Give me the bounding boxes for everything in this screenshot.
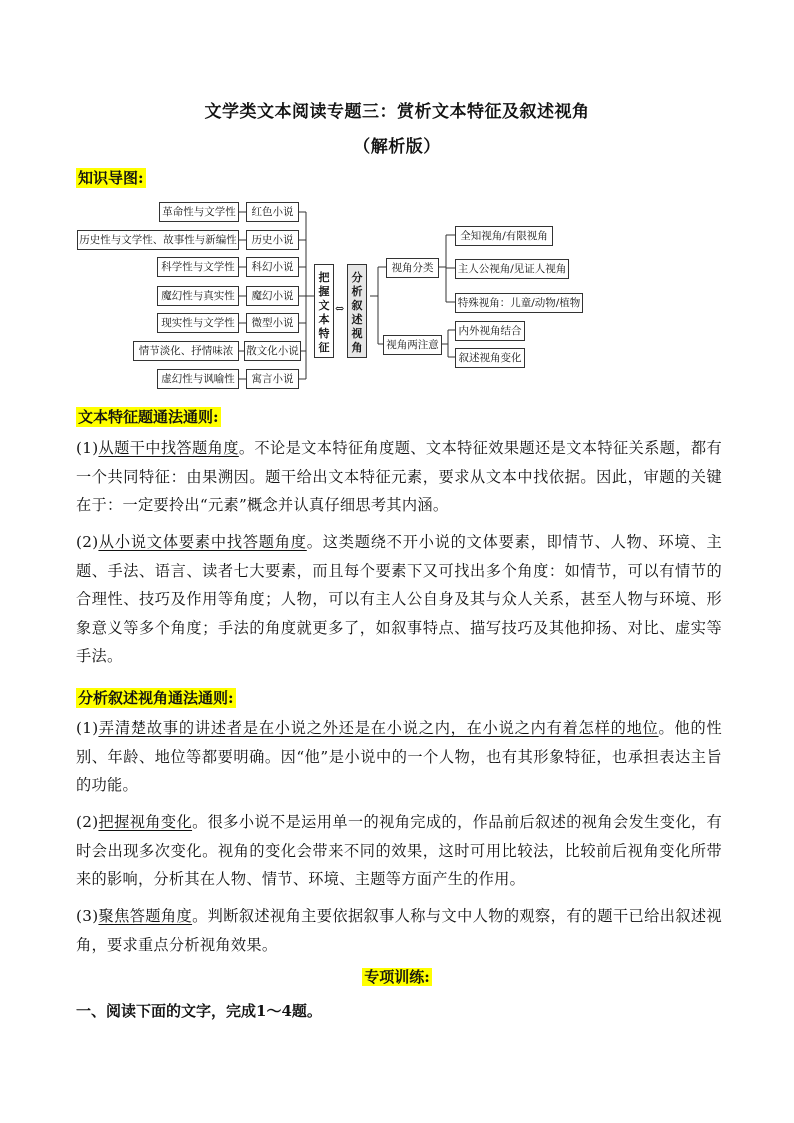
section-heading-narrative-view: 分析叙述视角通法通则: bbox=[78, 689, 234, 707]
training-heading: 专项训练: bbox=[364, 968, 430, 986]
item-number: (1) bbox=[76, 439, 99, 457]
training-heading-row bbox=[0, 966, 794, 987]
mind-map bbox=[0, 0, 794, 400]
item-number: (2) bbox=[76, 813, 99, 831]
section-heading-text-features: 文本特征题通法通则: bbox=[78, 408, 219, 426]
type-box: 寓言小说 bbox=[246, 369, 299, 389]
key-point: 弄清楚故事的讲述者是在小说之外还是在小说之内，在小说之内有着怎样的地位 bbox=[98, 719, 659, 737]
center-box-text-features: 把握文本特征 bbox=[314, 264, 334, 358]
item-number: (2) bbox=[76, 533, 99, 551]
type-box: 科幻小说 bbox=[246, 257, 299, 277]
leaf-box: 特殊视角：儿童/动物/植物 bbox=[455, 293, 583, 313]
key-point: 从题干中找答题角度 bbox=[98, 439, 239, 457]
type-box: 散文化小说 bbox=[244, 341, 301, 361]
page-title: 文学类文本阅读专题三：赏析文本特征及叙述视角 bbox=[204, 102, 590, 122]
paragraph-text: 。不论是文本特征角度题、文本特征效果题还是文本特征关系题，都有一个共同特征：由果溯因。题干给出文本特征元素，要求从文本中找依据。因此，审题的关键在于：一定要拎出“元素”概念并认真仔细思考其内涵。 bbox=[76, 439, 722, 514]
key-point: 聚焦答题角度 bbox=[98, 907, 193, 925]
paragraph-text: 。他的性别、年龄、地位等都要明确。因“他”是小说中的一个人物，也有其形象特征，也承担表达主旨的功能。 bbox=[76, 719, 723, 794]
page-subtitle: （解析版） bbox=[353, 137, 441, 157]
leaf-box: 主人公视角/见证人视角 bbox=[455, 259, 569, 279]
paragraph bbox=[76, 434, 722, 520]
paragraph-text: 。判断叙述视角主要依据叙事人称与文中人物的观察，有的题干已给出叙述视角，要求重点分析视角效果。 bbox=[76, 907, 722, 954]
paragraph-text: 。这类题绕不开小说的文体要素，即情节、人物、环境、主题、手法、语言、读者七大要素，而且每个要素下又可找出多个角度：如情节，可以有情节的合理性、技巧及作用等角度；人物，可以有主人公自身及其与众人关系，甚至人物与环境、形象意义等多个角度；手法的角度就更多了，如叙事特点、描写技巧及其他抑扬、对比、虚实等手法。 bbox=[76, 533, 722, 665]
trait-box: 历史性与文学性、故事性与新编性 bbox=[77, 230, 239, 250]
trait-box: 虚幻性与讽喻性 bbox=[157, 369, 239, 389]
item-number: (1) bbox=[76, 719, 99, 737]
paragraph bbox=[76, 714, 722, 800]
mindmap-heading: 知识导图: bbox=[78, 169, 144, 187]
trait-box: 魔幻性与真实性 bbox=[157, 286, 239, 306]
trait-box: 情节淡化、抒情味浓 bbox=[133, 341, 239, 361]
type-box: 红色小说 bbox=[246, 202, 299, 222]
key-point: 把握视角变化 bbox=[98, 813, 193, 831]
leaf-box: 内外视角结合 bbox=[455, 321, 525, 341]
bidirectional-arrow-icon: ⇔ bbox=[335, 302, 345, 315]
type-box: 微型小说 bbox=[246, 313, 299, 333]
leaf-box: 全知视角/有限视角 bbox=[455, 226, 553, 246]
leaf-box: 叙述视角变化 bbox=[455, 348, 525, 368]
branch-box-classification: 视角分类 bbox=[386, 258, 439, 278]
trait-box: 革命性与文学性 bbox=[159, 202, 239, 222]
trait-box: 科学性与文学性 bbox=[157, 257, 239, 277]
paragraph bbox=[76, 902, 722, 959]
center-box-narrative-view: 分析叙述视角 bbox=[347, 264, 367, 358]
type-box: 历史小说 bbox=[246, 230, 299, 250]
type-box: 魔幻小说 bbox=[246, 286, 299, 306]
key-point: 从小说文体要素中找答题角度 bbox=[98, 533, 307, 551]
paragraph-text: 。很多小说不是运用单一的视角完成的，作品前后叙述的视角会发生变化，有时会出现多次变化。视角的变化会带来不同的效果，这时可用比较法，比较前后视角变化所带来的影响，分析其在人物、情节、环境、主题等方面产生的作用。 bbox=[76, 813, 722, 888]
paragraph bbox=[76, 808, 722, 894]
item-number: (3) bbox=[76, 907, 99, 925]
trait-box: 现实性与文学性 bbox=[157, 313, 239, 333]
branch-box-notes: 视角两注意 bbox=[383, 335, 442, 355]
paragraph bbox=[76, 528, 722, 671]
question-heading: 一、阅读下面的文字，完成1～4题。 bbox=[76, 1002, 322, 1020]
